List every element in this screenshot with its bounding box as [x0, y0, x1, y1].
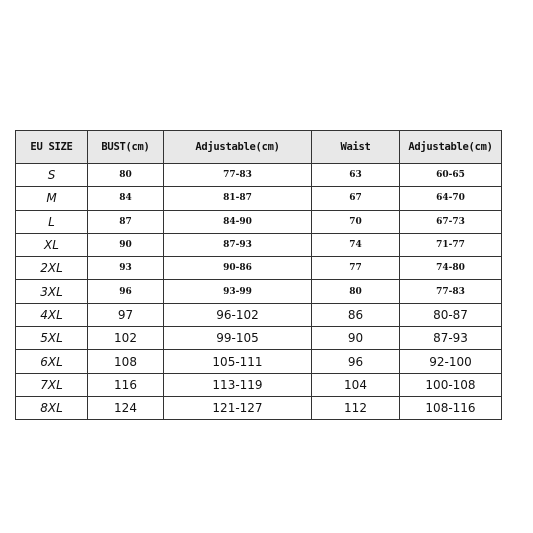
size-chart	[15, 130, 501, 420]
bust-cell: 84	[88, 187, 164, 210]
bust-cell: 108	[88, 350, 164, 373]
size-cell: 4XL	[16, 303, 88, 326]
waist-adjustable-cell: 60-65	[400, 164, 502, 187]
waist-cell: 63	[312, 164, 400, 187]
bust-adjustable-cell: 99-105	[164, 327, 312, 350]
bust-cell: 124	[88, 396, 164, 419]
waist-adjustable-cell: 74-80	[400, 257, 502, 280]
bust-adjustable-cell: 121-127	[164, 396, 312, 419]
header-bust-adjustable: Adjustable(cm)	[164, 131, 312, 164]
bust-cell: 96	[88, 280, 164, 303]
waist-cell: 70	[312, 210, 400, 233]
waist-cell: 86	[312, 303, 400, 326]
waist-adjustable-cell: 100-108	[400, 373, 502, 396]
size-cell: S	[16, 164, 88, 187]
size-cell: 6XL	[16, 350, 88, 373]
waist-adjustable-cell: 77-83	[400, 280, 502, 303]
bust-adjustable-cell: 84-90	[164, 210, 312, 233]
waist-cell: 90	[312, 327, 400, 350]
size-cell: 5XL	[16, 327, 88, 350]
waist-adjustable-cell: 67-73	[400, 210, 502, 233]
table-row	[16, 303, 502, 326]
table-row	[16, 396, 502, 419]
waist-cell: 112	[312, 396, 400, 419]
bust-adjustable-cell: 96-102	[164, 303, 312, 326]
waist-cell: 104	[312, 373, 400, 396]
size-table	[15, 130, 502, 420]
bust-adjustable-cell: 113-119	[164, 373, 312, 396]
waist-cell: 67	[312, 187, 400, 210]
size-cell: L	[16, 210, 88, 233]
header-bust: BUST(cm)	[88, 131, 164, 164]
waist-adjustable-cell: 87-93	[400, 327, 502, 350]
waist-cell: 77	[312, 257, 400, 280]
size-cell: XL	[16, 233, 88, 256]
table-row	[16, 327, 502, 350]
bust-cell: 97	[88, 303, 164, 326]
table-row	[16, 373, 502, 396]
size-table-body	[16, 164, 502, 420]
bust-adjustable-cell: 93-99	[164, 280, 312, 303]
bust-cell: 116	[88, 373, 164, 396]
table-row	[16, 350, 502, 373]
size-cell: 3XL	[16, 280, 88, 303]
bust-adjustable-cell: 81-87	[164, 187, 312, 210]
bust-adjustable-cell: 90-86	[164, 257, 312, 280]
bust-cell: 93	[88, 257, 164, 280]
waist-adjustable-cell: 108-116	[400, 396, 502, 419]
bust-adjustable-cell: 87-93	[164, 233, 312, 256]
table-row	[16, 210, 502, 233]
table-row	[16, 233, 502, 256]
bust-adjustable-cell: 77-83	[164, 164, 312, 187]
waist-cell: 74	[312, 233, 400, 256]
waist-adjustable-cell: 64-70	[400, 187, 502, 210]
bust-cell: 80	[88, 164, 164, 187]
size-cell: 2XL	[16, 257, 88, 280]
header-waist-adjustable: Adjustable(cm)	[400, 131, 502, 164]
table-row	[16, 280, 502, 303]
bust-cell: 102	[88, 327, 164, 350]
waist-adjustable-cell: 80-87	[400, 303, 502, 326]
bust-cell: 87	[88, 210, 164, 233]
waist-adjustable-cell: 92-100	[400, 350, 502, 373]
size-cell: 7XL	[16, 373, 88, 396]
table-row	[16, 187, 502, 210]
bust-adjustable-cell: 105-111	[164, 350, 312, 373]
bust-cell: 90	[88, 233, 164, 256]
header-waist: Waist	[312, 131, 400, 164]
header-eu-size: EU SIZE	[16, 131, 88, 164]
waist-adjustable-cell: 71-77	[400, 233, 502, 256]
table-row	[16, 257, 502, 280]
waist-cell: 96	[312, 350, 400, 373]
size-cell: 8XL	[16, 396, 88, 419]
size-cell: M	[16, 187, 88, 210]
header-row	[16, 131, 502, 164]
table-row	[16, 164, 502, 187]
waist-cell: 80	[312, 280, 400, 303]
